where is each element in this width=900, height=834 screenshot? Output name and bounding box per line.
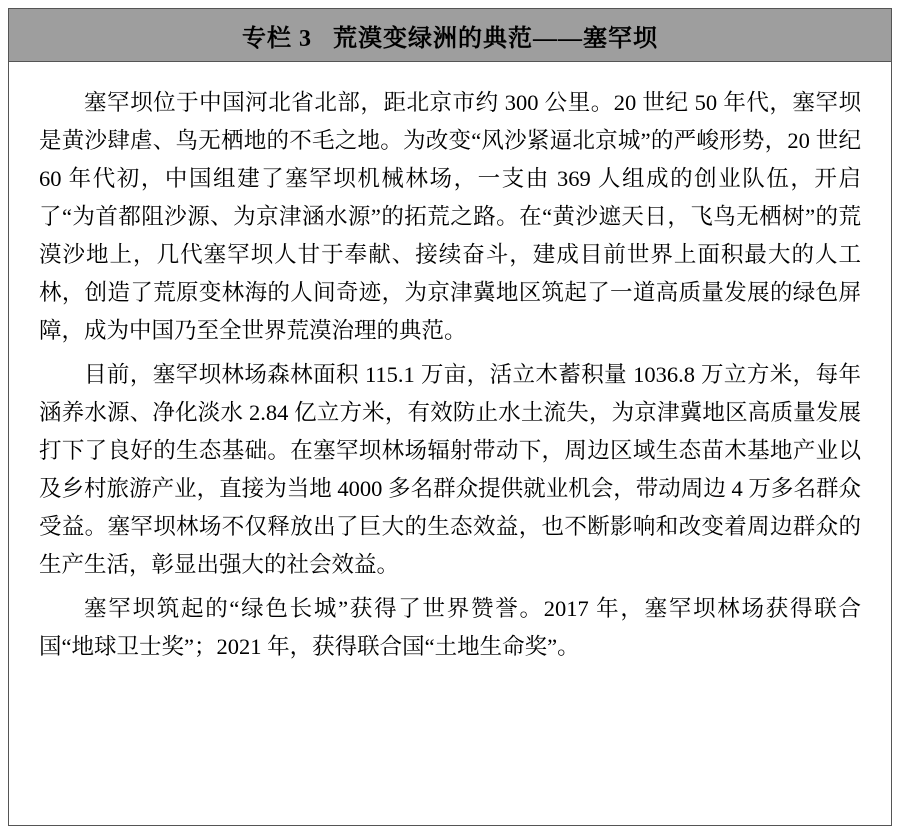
paragraph: 塞罕坝筑起的“绿色长城”获得了世界赞誉。2017 年，塞罕坝林场获得联合国“地球卫士奖”；2021 年，获得联合国“土地生命奖”。	[39, 596, 861, 659]
paragraph: 塞罕坝位于中国河北省北部，距北京市约 300 公里。20 世纪 50 年代，塞罕坝是黄沙肆虐、鸟无栖地的不毛之地。为改变“风沙紧逼北京城”的严峻形势，20 世纪 60 年代初，中国组建了塞罕坝机械林场，一支由 369 人组成的创业队伍，开启了“为首都阻沙源、为京津涵水源”的拓荒之路。在“黄沙遮天日，飞鸟无栖树”的荒漠沙地上，几代塞罕坝人甘于奉献、接续奋斗，建成目前世界上面积最大的人工林，创造了荒原变林海的人间奇迹，为京津冀地区筑起了一道高质量发展的绿色屏障，成为中国乃至全世界荒漠治理的典范。	[39, 90, 861, 343]
feature-box-title: 专栏 3 荒漠变绿洲的典范——塞罕坝	[242, 25, 658, 52]
feature-box-header	[9, 9, 891, 62]
paragraph: 目前，塞罕坝林场森林面积 115.1 万亩，活立木蓄积量 1036.8 万立方米，每年涵养水源、净化淡水 2.84 亿立方米，有效防止水土流失，为京津冀地区高质量发展打下了良好的生态基础。在塞罕坝林场辐射带动下，周边区域生态苗木基地产业以及乡村旅游产业，直接为当地 4000 多名群众提供就业机会，带动周边 4 万多名群众受益。塞罕坝林场不仅释放出了巨大的生态效益，也不断影响和改变着周边群众的生产生活，彰显出强大的社会效益。	[39, 362, 861, 577]
feature-box-body	[9, 62, 891, 682]
feature-box	[8, 8, 892, 826]
